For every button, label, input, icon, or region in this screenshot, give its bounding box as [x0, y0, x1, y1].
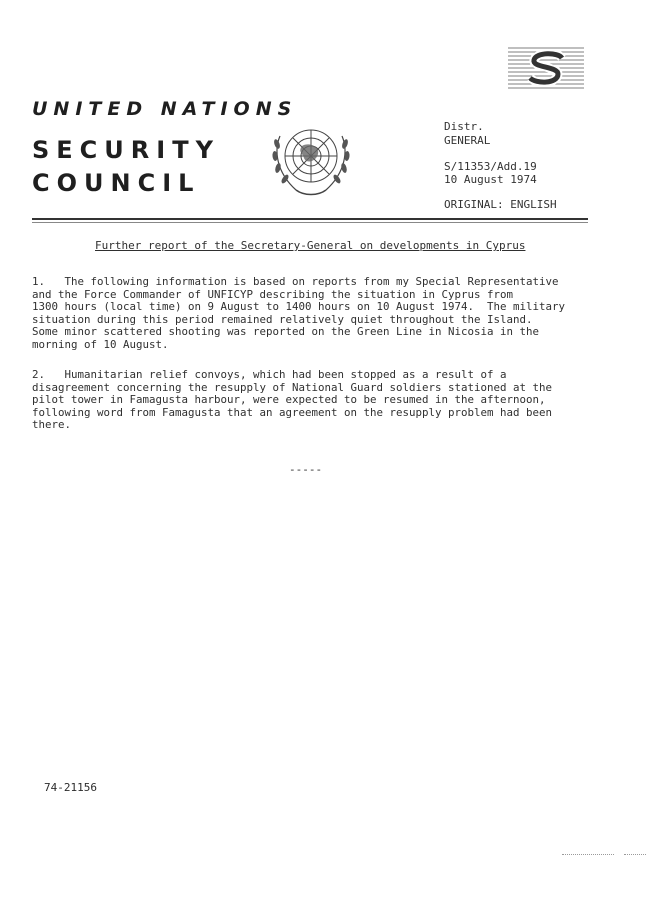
security-council-s-icon: [506, 44, 586, 94]
end-separator: -----: [289, 463, 323, 476]
org-line-council: COUNCIL: [32, 169, 201, 197]
document-date: 10 August 1974: [444, 173, 537, 186]
un-emblem-icon: [266, 116, 356, 200]
original-language: ORIGINAL: ENGLISH: [444, 198, 557, 211]
document-symbol: S/11353/Add.19: [444, 160, 537, 173]
header-divider: [32, 218, 588, 220]
distr-label: Distr.: [444, 120, 484, 133]
header-divider-thin: [32, 222, 588, 223]
job-number: 74-21156: [44, 781, 97, 794]
paragraph-2: 2. Humanitarian relief convoys, which had been stopped as a result of a disagreement concerning the resupply of National Guard soldiers stationed at the pilot tower in Famagusta harbour, were expected to be resumed in the afternoon, following word from Famagusta that an agreement on the resupply problem had been there.: [32, 368, 553, 432]
distr-value: GENERAL: [444, 134, 491, 147]
paragraph-1: 1. The following information is based on reports from my Special Representative and the Force Commander of UNFICYP describing the situation in Cyprus from 1300 hours (local time) on 9 August to 1400 hours on 10 August 1974. The military situation during this period remained relatively quiet throughout the Island. Some minor scattered shooting was reported on the Green Line in Nicosia in the morning of 10 August.: [32, 275, 566, 351]
scan-mark: [624, 854, 646, 856]
document-title: Further report of the Secretary-General on developments in Cyprus: [95, 239, 526, 252]
scan-mark: [562, 854, 614, 856]
org-line-united-nations: UNITED NATIONS: [32, 98, 298, 120]
org-line-security: SECURITY: [32, 136, 220, 164]
